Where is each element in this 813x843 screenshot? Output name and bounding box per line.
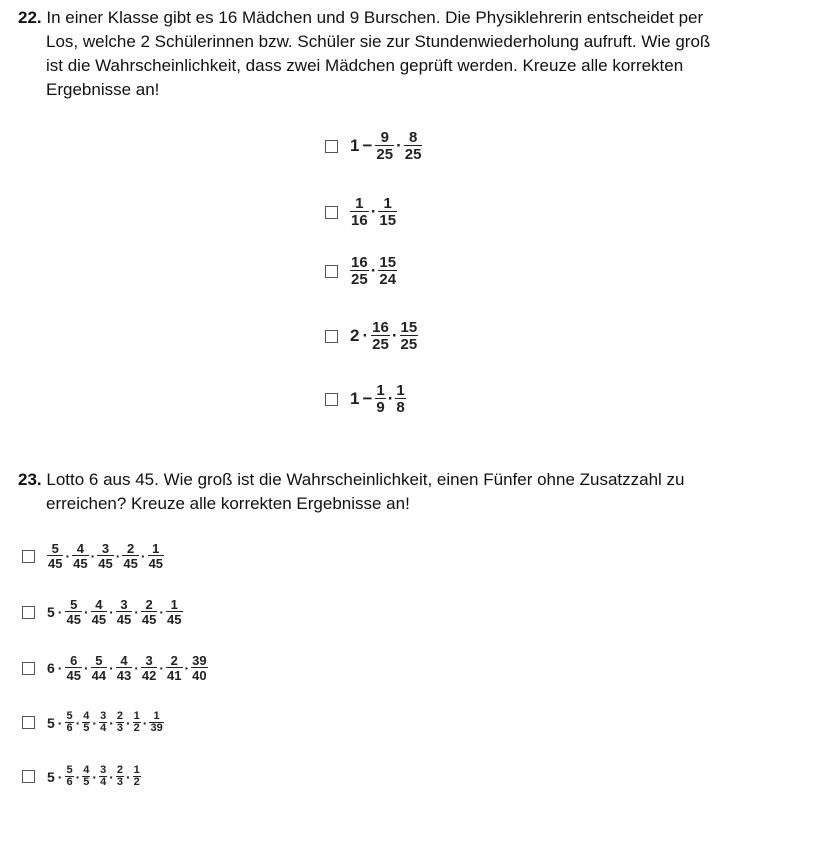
fraction: [350, 255, 369, 287]
multiply-dot: ·: [125, 768, 131, 785]
math-expression: [350, 130, 422, 162]
fraction-numerator: 2: [116, 764, 123, 776]
fraction-denominator: 42: [141, 668, 157, 683]
fraction-numerator: 5: [95, 653, 103, 668]
fraction: [378, 255, 397, 287]
multiply-dot: ·: [184, 660, 190, 676]
multiply-dot: ·: [134, 604, 139, 620]
fraction-numerator: 2: [170, 653, 178, 668]
fraction: [350, 196, 369, 228]
fraction: [166, 654, 182, 682]
math-expression: [47, 765, 141, 788]
answer-checkbox[interactable]: [22, 606, 35, 619]
multiply-dot: ·: [159, 604, 165, 620]
fraction-denominator: 4: [100, 722, 107, 734]
multiply-dot: ·: [75, 768, 81, 785]
multiply-dot: ·: [370, 202, 377, 221]
expression-operator: −: [362, 389, 373, 408]
fraction-denominator: 16: [351, 212, 368, 229]
fraction-numerator: 1: [383, 195, 392, 212]
multiply-dot: ·: [109, 604, 114, 620]
fraction-denominator: 2: [133, 722, 140, 734]
fraction: [116, 765, 124, 788]
answer-checkbox[interactable]: [325, 393, 338, 406]
fraction-numerator: 1: [396, 382, 405, 399]
fraction-numerator: 8: [408, 129, 418, 146]
answer-option: [22, 598, 183, 626]
fraction-numerator: 6: [70, 653, 78, 668]
answer-option: [325, 255, 397, 287]
expression-coefficient: 6: [47, 660, 55, 676]
fraction-denominator: 40: [192, 668, 207, 683]
fraction-denominator: 9: [376, 399, 385, 416]
fraction-numerator: 3: [100, 710, 107, 722]
fraction-numerator: 1: [170, 597, 178, 612]
fraction: [99, 711, 107, 734]
task-22-prompt: [18, 6, 778, 102]
fraction-numerator: 5: [66, 764, 73, 776]
expression-coefficient: 2: [350, 326, 360, 345]
answer-option: [325, 196, 397, 228]
fraction-numerator: 4: [83, 764, 90, 776]
fraction: [191, 654, 207, 682]
fraction: [65, 654, 81, 682]
multiply-dot: ·: [109, 660, 114, 676]
answer-checkbox[interactable]: [22, 770, 35, 783]
answer-option: [22, 542, 164, 570]
multiply-dot: ·: [370, 261, 377, 280]
expression-operator: ·: [57, 714, 63, 731]
fraction-denominator: 4: [100, 776, 107, 788]
fraction-denominator: 25: [400, 336, 418, 353]
fraction: [65, 598, 81, 626]
fraction-denominator: 45: [167, 612, 182, 627]
math-expression: [47, 711, 164, 734]
fraction-numerator: 1: [153, 710, 160, 722]
fraction-denominator: 45: [98, 556, 113, 571]
answer-checkbox[interactable]: [22, 662, 35, 675]
multiply-dot: ·: [92, 714, 98, 731]
multiply-dot: ·: [109, 768, 114, 785]
multiply-dot: ·: [142, 714, 148, 731]
fraction-numerator: 4: [76, 541, 84, 556]
multiply-dot: ·: [109, 714, 114, 731]
expression-coefficient: 1: [350, 389, 360, 408]
fraction-denominator: 25: [376, 146, 394, 163]
fraction-denominator: 44: [91, 668, 107, 683]
fraction-denominator: 45: [148, 556, 164, 571]
fraction: [149, 711, 163, 734]
fraction: [65, 765, 73, 788]
task-22-number: 22.: [18, 8, 42, 27]
expression-coefficient: 5: [47, 714, 55, 731]
answer-checkbox[interactable]: [325, 265, 338, 278]
fraction-numerator: 1: [355, 195, 364, 212]
fraction-numerator: 4: [95, 597, 103, 612]
fraction-denominator: 25: [372, 336, 389, 353]
multiply-dot: ·: [83, 660, 89, 676]
fraction-denominator: 45: [141, 612, 157, 627]
fraction-denominator: 41: [167, 668, 182, 683]
fraction-denominator: 8: [396, 399, 405, 416]
fraction-numerator: 15: [400, 319, 418, 336]
fraction: [166, 598, 182, 626]
fraction-numerator: 15: [379, 254, 397, 271]
math-expression: [350, 320, 418, 352]
math-expression: [350, 383, 406, 415]
fraction: [99, 765, 107, 788]
fraction-denominator: 24: [379, 271, 397, 288]
fraction: [47, 542, 63, 570]
answer-option: [22, 711, 164, 734]
answer-option: [22, 654, 208, 682]
multiply-dot: ·: [92, 768, 98, 785]
multiply-dot: ·: [140, 548, 146, 564]
task-23-prompt: [18, 468, 778, 516]
fraction-denominator: 45: [116, 612, 132, 627]
expression-operator: ·: [57, 768, 63, 785]
fraction-numerator: 5: [70, 597, 78, 612]
multiply-dot: ·: [83, 604, 89, 620]
fraction-denominator: 3: [116, 722, 123, 734]
fraction-numerator: 2: [127, 541, 135, 556]
fraction-numerator: 16: [351, 254, 368, 271]
fraction: [375, 383, 385, 415]
fraction-numerator: 3: [120, 597, 128, 612]
fraction-numerator: 5: [66, 710, 73, 722]
fraction-denominator: 45: [91, 612, 107, 627]
fraction: [148, 542, 164, 570]
fraction-denominator: 5: [83, 776, 90, 788]
fraction-numerator: 3: [100, 764, 107, 776]
fraction: [404, 130, 423, 162]
expression-coefficient: 1: [350, 136, 360, 155]
fraction-numerator: 5: [51, 541, 59, 556]
answer-checkbox[interactable]: [325, 140, 338, 153]
fraction-denominator: 43: [116, 668, 132, 683]
math-expression: [47, 598, 183, 626]
fraction: [65, 711, 73, 734]
answer-checkbox[interactable]: [22, 550, 35, 563]
fraction-denominator: 3: [116, 776, 123, 788]
fraction-numerator: 4: [83, 710, 90, 722]
fraction: [133, 711, 141, 734]
fraction: [116, 598, 132, 626]
fraction-numerator: 16: [372, 319, 389, 336]
task-22-line-4: Ergebnisse an!: [46, 80, 160, 99]
fraction-numerator: 4: [120, 653, 128, 668]
answer-checkbox[interactable]: [325, 330, 338, 343]
multiply-dot: ·: [75, 714, 81, 731]
multiply-dot: ·: [65, 548, 71, 564]
fraction: [72, 542, 88, 570]
fraction-denominator: 25: [404, 146, 422, 163]
fraction: [378, 196, 397, 228]
fraction-denominator: 2: [133, 776, 140, 788]
fraction-denominator: 45: [73, 556, 88, 571]
multiply-dot: ·: [125, 714, 131, 731]
fraction-numerator: 1: [133, 710, 140, 722]
fraction: [122, 542, 138, 570]
task-23-number: 23.: [18, 470, 42, 489]
answer-checkbox[interactable]: [325, 206, 338, 219]
fraction-denominator: 45: [66, 612, 81, 627]
multiply-dot: ·: [115, 548, 121, 564]
expression-operator: ·: [57, 660, 63, 676]
fraction-numerator: 2: [116, 710, 123, 722]
fraction: [82, 711, 90, 734]
multiply-dot: ·: [391, 326, 398, 345]
math-expression: [47, 542, 164, 570]
multiply-dot: ·: [90, 548, 96, 564]
fraction: [116, 654, 132, 682]
answer-option: [22, 765, 141, 788]
expression-operator: −: [362, 136, 373, 155]
fraction-denominator: 6: [66, 722, 73, 734]
fraction: [91, 654, 107, 682]
fraction-numerator: 1: [376, 382, 385, 399]
answer-option: [325, 130, 422, 162]
fraction: [91, 598, 107, 626]
fraction-denominator: 6: [66, 776, 73, 788]
fraction: [375, 130, 394, 162]
math-expression: [350, 255, 397, 287]
fraction-numerator: 1: [133, 764, 140, 776]
fraction-numerator: 1: [152, 541, 160, 556]
fraction-denominator: 45: [123, 556, 138, 571]
task-22-line-2: Los, welche 2 Schülerinnen bzw. Schüler sie zur Stundenwiederholung aufruft. Wie groß: [46, 32, 711, 51]
fraction-numerator: 9: [380, 129, 389, 146]
task-22-line-1: In einer Klasse gibt es 16 Mädchen und 9 Burschen. Die Physiklehrerin entscheidet per: [46, 8, 704, 27]
expression-operator: ·: [362, 326, 369, 345]
fraction-numerator: 2: [145, 597, 153, 612]
fraction-numerator: 3: [145, 653, 153, 668]
expression-coefficient: 5: [47, 604, 55, 620]
answer-option: [325, 320, 418, 352]
fraction-denominator: 5: [83, 722, 90, 734]
task-23-line-2: erreichen? Kreuze alle korrekten Ergebnisse an!: [46, 494, 410, 513]
expression-operator: ·: [57, 604, 63, 620]
fraction-numerator: 39: [192, 653, 207, 668]
expression-coefficient: 5: [47, 768, 55, 785]
math-expression: [47, 654, 208, 682]
fraction: [400, 320, 419, 352]
fraction-denominator: 45: [48, 556, 63, 571]
fraction: [97, 542, 113, 570]
fraction: [82, 765, 90, 788]
fraction: [371, 320, 390, 352]
fraction-denominator: 25: [351, 271, 368, 288]
multiply-dot: ·: [159, 660, 165, 676]
answer-option: [325, 383, 406, 415]
task-23-line-1: Lotto 6 aus 45. Wie groß ist die Wahrscheinlichkeit, einen Fünfer ohne Zusatzzahl zu: [46, 470, 685, 489]
task-22-line-3: ist die Wahrscheinlichkeit, dass zwei Mädchen geprüft werden. Kreuze alle korrekten: [46, 56, 684, 75]
math-expression: [350, 196, 397, 228]
fraction: [133, 765, 141, 788]
fraction: [116, 711, 124, 734]
fraction-numerator: 3: [101, 541, 110, 556]
fraction: [395, 383, 405, 415]
fraction-denominator: 15: [379, 212, 397, 229]
multiply-dot: ·: [387, 389, 394, 408]
multiply-dot: ·: [134, 660, 139, 676]
fraction: [141, 654, 157, 682]
multiply-dot: ·: [396, 136, 402, 155]
answer-checkbox[interactable]: [22, 716, 35, 729]
fraction-denominator: 39: [150, 722, 163, 734]
fraction: [141, 598, 157, 626]
fraction-denominator: 45: [66, 668, 81, 683]
